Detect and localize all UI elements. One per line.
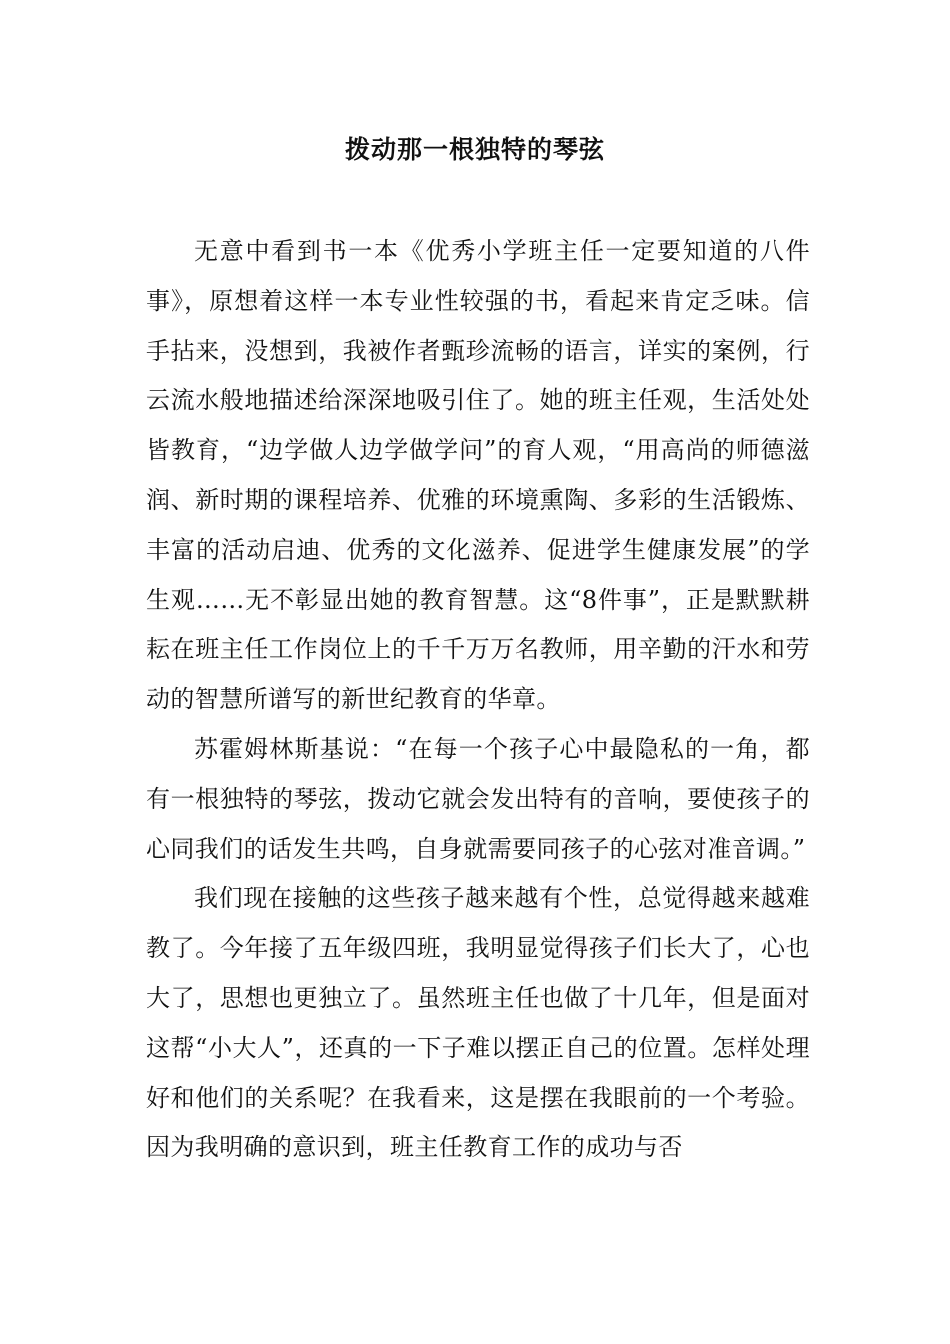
document-title: 拨动那一根独特的琴弦 xyxy=(344,135,605,164)
paragraph-3: 我们现在接触的这些孩子越来越有个性，总觉得越来越难教了。今年接了五年级四班，我明显觉得孩子们长大了，心也大了，思想也更独立了。虽然班主任也做了十几年，但是面对这帮“小大人”，还真的一下子难以摆正自己的位置。怎样处理好和他们的关系呢？在我看来，这是摆在我眼前的一个考验。因为我明确的意识到，班主任教育工作的成功与否 xyxy=(146,884,810,1162)
document-body xyxy=(146,227,810,1173)
paragraph-2: 苏霍姆林斯基说：“在每一个孩子心中最隐私的一角，都有一根独特的琴弦，拨动它就会发出特有的音响，要使孩子的心同我们的话发生共鸣，自身就需要同孩子的心弦对准音调。” xyxy=(146,734,810,863)
paragraph-1: 无意中看到书一本《优秀小学班主任一定要知道的八件事》，原想着这样一本专业性较强的书，看起来肯定乏味。信手拈来，没想到，我被作者甄珍流畅的语言，详实的案例，行云流水般地描述给深深地吸引住了。她的班主任观，生活处处皆教育，“边学做人边学做学问”的育人观，“用高尚的师德滋润、新时期的课程培养、优雅的环境熏陶、多彩的生活锻炼、丰富的活动启迪、优秀的文化滋养、促进学生健康发展”的学生观……无不彰显出她的教育智慧。这“8件事”，正是默默耕耘在班主任工作岗位上的千千万万名教师，用辛勤的汗水和劳动的智慧所谱写的新世纪教育的华章。 xyxy=(146,237,810,714)
